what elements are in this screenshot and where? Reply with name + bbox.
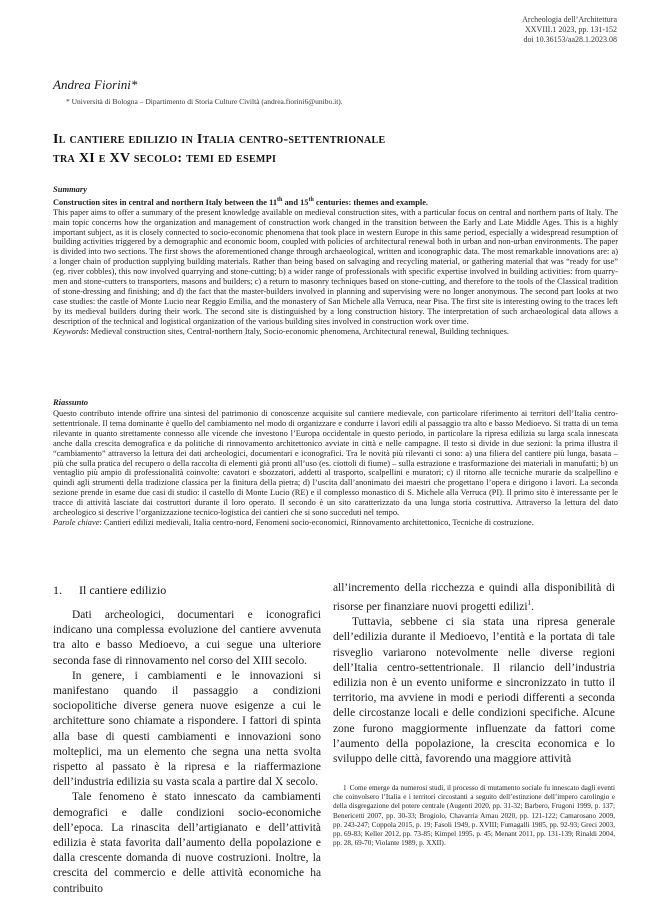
- keywords-label: Keywords: [53, 326, 87, 336]
- summary-label: Summary: [53, 184, 88, 194]
- riassunto-label: Riassunto: [53, 397, 88, 407]
- doi-link[interactable]: doi 10.36153/aa28.1.2023.08: [523, 35, 617, 44]
- author-affiliation: * Università di Bologna – Dipartimento di Storia Culture Civiltà (andrea.fiorini6@unibo.it).: [66, 97, 343, 106]
- footnote: [333, 784, 615, 848]
- running-head: [317, 15, 617, 45]
- footnote-text: Come emerge da numerosi studi, il processo di mutamento sociale fu innescato dagli eventi che coinvolsero l’Italia e i territori circostanti a seguito dell’estinzione dell’impero carolingio e della disgregazione del potere centrale (Augenti 2020, pp. 31-32; Barbero, Frugoni 1999, p. 137; Benericetti 2007, pp. 30-33; Brogiolo, Chavarría Arnau 2020, pp. 121-122; Camarosano 2009, pp. 243-247; Coppola 2015, p. 19; Fasoli 1949, p. XVIII; Fumagalli 1985, pp. 92-93; Greci 2003, pp. 69-83; Keller 2012, pp. 73-85; Kimpel 1995, p. 45; Menant 2011, pp. 131-139; Rinaldi 2004, pp. 28, 69-70; Violante 1989, p. XXII).: [333, 784, 615, 848]
- volume-pages: XXVIII.1 2023, pp. 131-152: [525, 25, 617, 34]
- right-text-column: [333, 581, 615, 767]
- paragraph: all’incremento della ricchezza e quindi alla disponibilità di risorse per finanziare nuovi progetti edilizi$^1$.: [333, 582, 615, 613]
- footnote-ref[interactable]: 1: [527, 599, 532, 608]
- footnote-number: 1: [343, 784, 347, 792]
- paragraph: Tuttavia, sebbene ci sia stata una ripresa generale dell’edilizia durante il Medioevo, l’entità e la portata di tale risveglio variarono notevolmente nelle diverse regioni dell’Italia centro-settentrionale. Il rilancio dell’industria edilizia non è un evento uniforme e sincronizzato in tutto il territorio, ma avviene in modi e periodi differenti a seconda delle circostanze locali e delle condizioni specifiche. Alcune zone furono maggiormente influenzate da fattori come l’aumento della popolazione, la crescita economica e lo sviluppo delle città, favorendo una maggiore attività: [333, 616, 615, 766]
- parole-chiave-text: : Cantieri edilizi medievali, Italia centro-nord, Fenomeni socio-economici, Rinnovamento architettonico, Tecniche di costruzione.: [99, 517, 534, 527]
- summary-keywords: [53, 327, 618, 337]
- section-number: 1.: [53, 583, 62, 597]
- riassunto-block: [53, 409, 618, 528]
- journal-name: Archeologia dell’Architettura: [522, 15, 617, 24]
- parole-chiave-label: Parole chiave: [53, 517, 100, 527]
- summary-title: Construction sites in central and northern Italy between the 11th and 15th centuries: themes and example.: [53, 197, 429, 207]
- riassunto-keywords: [53, 518, 618, 528]
- author-name: Andrea Fiorini*: [53, 77, 138, 92]
- left-text-column: [53, 608, 321, 897]
- paragraph: Tale fenomeno è stato innescato da cambiamenti demografici e dalle condizioni socio-economiche dell’epoca. La rinascita dell’artigianato e dell’attività edilizia è stata favorita dall’aumento della popolazione e dalla crescente domanda di nuove costruzioni. Inoltre, la crescita del commercio e delle attività economiche ha contribuito: [53, 791, 321, 895]
- title-line-1: Il cantiere edilizio in Italia centro-settentrionale: [53, 132, 386, 147]
- summary-block: [53, 196, 618, 336]
- riassunto-body: Questo contributo intende offrire una sintesi del patrimonio di conoscenze acquisite sul cantiere medievale, con particolare riferimento ai territori dell’Italia centro-settentrionale. Il tema dominante è quello del cambiamento nel modo di organizzare e condurre i lavori edili al passaggio tra alto e basso Medioevo. Si tratta di un tema rilevante in quanto strettamente connesso alle vicende che investono l’Europa occidentale in questo periodo, in particolare la ripresa edilizia su larga scala innescata anche dalla crescita demografica e da politiche di rinnovamento architettonico avviate in città e nelle campagne. Il testo si divide in due sezioni: la prima illustra il “cambiamento” attraverso la lettura dei dati archeologici, documentari e iconografici. Tra le novità più rilevanti ci sono: a) una filiera del cantiere più lunga, basata – più che sulla pratica del recupero o della raccolta di elementi già pronti all’uso (es. ciottoli di fiume) – sulla estrazione e trasformazione dei materiali in manufatti; b) un ventaglio più ampio di professionalità coinvolte: cavatori e sbozzatori, addetti al trasporto, scalpellini e muratori; c) il ritorno alle tecniche murarie da scalpellino e quindi agli strumenti della tradizione classica per la finitura della pietra; d) l’uscita dall’anonimato dei maestri che progettano l’opera e dirigono i lavori. La seconda sezione prende in esame due casi di studio: il castello di Monte Lucio (RE) e il complesso monastico di S. Michele alla Verruca (PI). Il primo sito è interessante per le tracce di attività lasciate dai costruttori durante il loro operato. Il secondo è un sito caratterizzato da una lunga storia costruttiva. Attraverso la lettura del dato archeologico si descrive l’organizzazione tecnico-logistica dei cantieri che si sono succeduti nel tempo.: [53, 409, 618, 518]
- paragraph: Dati archeologici, documentari e iconografici indicano una complessa evoluzione del cantiere avvenuta tra alto e basso Medioevo, a cui segue una ulteriore seconda fase di rinnovamento nel corso del XIII secolo.: [53, 609, 321, 667]
- keywords-text: : Medieval construction sites, Central-northern Italy, Socio-economic phenomena, Architectural renewal, Building techniques.: [86, 326, 509, 336]
- paragraph: In genere, i cambiamenti e le innovazioni si manifestano quando il passaggio a condizioni sociopolitiche diverse genera nuove esigenze a cui le architetture sono chiamate a rispondere. I fattori di spinta alla base di questi cambiamenti e innovazioni sono molteplici, ma un elemento che segna una netta svolta rispetto al passato è la ripresa e la riaffermazione dell’industria edilizia su vasta scala a partire dal X secolo.: [53, 669, 321, 789]
- summary-body: This paper aims to offer a summary of the present knowledge available on medieval construction sites, with a particular focus on central and northern parts of Italy. The main topic concerns how the organization and management of construction work changed in the transition between the Early and Late Middle Ages. This is a highly important subject, as it is closely connected to socio-economic phenomena that took place in western Europe in this same period, especially a widespread resumption of building activities triggered by a demographic and economic boom, coupled with policies of architectural renewal both in urban and non-urban environments. The paper is divided into two sections. The first shows the aforementioned change through archaeological, written and iconographic data. The most remarkable innovations are: a) a longer chain of production supplying building materials. Rather than being based on salvaging and recycling material, or gathering material that was “ready for use” (eg. river cobbles), this now involved quarrying and stone-cutting; b) a wider range of professionals with specific expertise involved in building activities: from quarry-men and stone-cutters to transporters, masons and builders; c) a return to masonry techniques based on stone-cutting, and therefore to the tools of the Classical tradition of stone-dressing and finishing; and d) the fact that the master-builders involved in planning and supervising were no longer anonymous. The second part looks at two case studies: the castle of Monte Lucio near Reggio Emilia, and the monastery of San Michele alla Verruca, near Pisa. The first site is interesting owing to the traces left by its medieval builders during their work. The second site is distinguished by a long construction history. The interpretation of such archaeological data allows a description of the technical and logistical organization of the various building sites involved in construction work over time.: [53, 207, 618, 326]
- article-title: [53, 130, 613, 168]
- section-heading: [53, 583, 166, 598]
- section-title: Il cantiere edilizio: [79, 583, 167, 597]
- title-line-2: tra XI e XV secolo: temi ed esempi: [53, 151, 277, 166]
